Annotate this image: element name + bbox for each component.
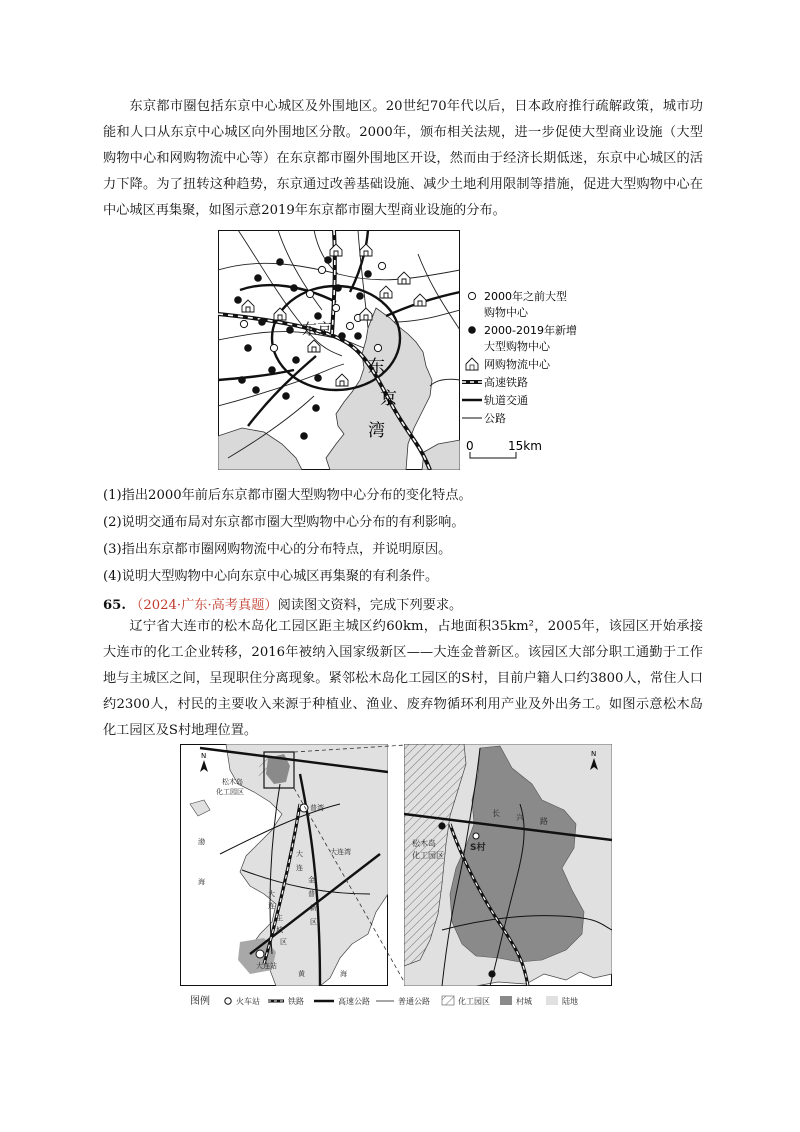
svg-text:路: 路 xyxy=(540,817,548,826)
legend-item-rail-transit: 轨道交通 xyxy=(484,394,528,407)
legend-chem-park: 化工园区 xyxy=(458,997,490,1006)
question-3: (3)指出东京都市圈网购物流中心的分布特点，并说明原因。 xyxy=(103,542,452,557)
svg-text:大: 大 xyxy=(296,850,303,858)
svg-text:普湾: 普湾 xyxy=(310,804,324,812)
new-mall-marker xyxy=(286,326,294,334)
map1-legend xyxy=(462,289,577,458)
label-bay-1: 东 xyxy=(368,357,385,377)
new-mall-marker xyxy=(314,312,322,320)
station-songmudao-icon xyxy=(438,822,445,829)
label-bay-2: 京 xyxy=(380,389,397,409)
old-mall-marker xyxy=(306,290,313,297)
new-mall-marker xyxy=(364,270,372,278)
svg-text:大: 大 xyxy=(268,890,275,898)
new-mall-marker xyxy=(254,274,262,282)
old-mall-marker xyxy=(318,266,325,273)
svg-text:N: N xyxy=(591,750,597,758)
legend-item-road: 公路 xyxy=(484,412,506,425)
svg-text:化工园区: 化工园区 xyxy=(412,851,444,860)
svg-text:海: 海 xyxy=(198,878,205,886)
legend-town-icon xyxy=(500,996,512,1005)
station-puwan-icon xyxy=(300,804,308,812)
svg-text:黄: 黄 xyxy=(298,970,305,978)
legend-item-railway: 高速铁路 xyxy=(484,376,528,389)
scale-zero: 0 xyxy=(466,439,474,453)
svg-text:大连站: 大连站 xyxy=(256,962,277,970)
new-mall-marker xyxy=(356,292,364,300)
svg-text:连: 连 xyxy=(268,902,275,910)
legend-item-old-mall-1: 2000年之前大型 xyxy=(484,290,567,303)
scale-km: 15km xyxy=(508,439,542,453)
old-mall-marker xyxy=(270,344,277,351)
legend-land-icon xyxy=(546,996,558,1005)
legend-railway: 铁路 xyxy=(288,997,304,1006)
old-mall-marker xyxy=(346,322,353,329)
legend-open-circle-icon xyxy=(468,292,475,299)
new-mall-marker xyxy=(312,404,320,412)
question-2: (2)说明交通布局对东京都市圈大型购物中心分布的有利影响。 xyxy=(103,515,465,530)
new-mall-marker xyxy=(292,356,300,364)
new-mall-marker xyxy=(244,344,252,352)
svg-text:N: N xyxy=(201,752,207,760)
label-tokyo: 东京 xyxy=(302,320,333,338)
legend-item-logistics: 网购物流中心 xyxy=(484,358,550,371)
legend-station: 火车站 xyxy=(236,997,260,1006)
new-mall-marker xyxy=(276,258,284,266)
question-number: 65. xyxy=(103,598,126,613)
new-mall-marker xyxy=(238,376,246,384)
question-4: (4)说明大型购物中心向东京中心城区再集聚的有利条件。 xyxy=(103,569,439,584)
svg-text:区: 区 xyxy=(280,938,287,946)
svg-text:渤: 渤 xyxy=(198,838,205,846)
new-mall-marker xyxy=(282,392,290,400)
svg-text:连: 连 xyxy=(296,864,303,872)
station-dalian-icon xyxy=(256,950,264,958)
svg-text:长: 长 xyxy=(492,809,500,818)
svg-text:兴: 兴 xyxy=(516,813,524,822)
legend-item-new-mall-1: 2000-2019年新增 xyxy=(484,324,577,337)
old-mall-marker xyxy=(374,344,381,351)
legend-title: 图例 xyxy=(190,996,210,1007)
svg-text:松木岛: 松木岛 xyxy=(412,839,436,848)
station-south-icon xyxy=(488,970,495,977)
new-mall-marker xyxy=(290,284,298,292)
s-village-marker-icon xyxy=(473,833,479,839)
new-mall-marker xyxy=(258,318,266,326)
legend-town: 村城 xyxy=(516,997,532,1006)
question-source: （2024·广东·高考真题） xyxy=(130,598,278,613)
svg-text:区: 区 xyxy=(310,918,317,926)
new-mall-marker xyxy=(234,296,242,304)
dalian-map-figure xyxy=(180,744,620,1012)
svg-text:新: 新 xyxy=(310,904,317,912)
svg-text:松木岛: 松木岛 xyxy=(222,778,243,786)
new-mall-marker xyxy=(334,284,342,292)
new-mall-marker xyxy=(300,432,308,440)
question-65-header xyxy=(103,596,462,616)
legend-filled-circle-icon xyxy=(468,326,476,334)
old-mall-marker xyxy=(240,320,247,327)
legend-expressway: 高速公路 xyxy=(338,997,370,1006)
map2-legend xyxy=(190,994,578,1007)
question-1: (1)指出2000年前后东京都市圈大型购物中心分布的变化特点。 xyxy=(103,488,472,503)
svg-text:化工园区: 化工园区 xyxy=(216,788,244,796)
label-bay-3: 湾 xyxy=(368,421,385,441)
new-mall-marker xyxy=(354,332,362,340)
legend-station-icon xyxy=(225,998,231,1004)
new-mall-marker xyxy=(268,366,276,374)
new-mall-marker xyxy=(314,374,322,382)
passage-dalian: 辽宁省大连市的松木岛化工园区距主城区约60km，占地面积35km²，2005年，该园区开始承接大连市的化工企业转移，2016年被纳入国家级新区——大连金普新区。该园区大部分职工通勤于工作地与主城区之间，呈现职住分离现象。紧邻松木岛化工园区的S村，目前户籍人口约3800人，常住人口约2300人，村民的主要收入来源于种植业、渔业、废弃物循环利用产业及外出务工。如图示意松木岛化工园区及S村地理位置。 xyxy=(103,619,703,738)
old-mall-marker xyxy=(378,262,385,269)
tokyo-map-figure xyxy=(218,230,578,470)
svg-text:普: 普 xyxy=(308,890,315,898)
legend-hatch-icon xyxy=(442,996,454,1005)
legend-item-old-mall-2: 购物中心 xyxy=(484,306,528,319)
new-mall-marker xyxy=(324,256,332,264)
new-mall-marker xyxy=(252,386,260,394)
legend-road: 普通公路 xyxy=(398,997,430,1006)
svg-text:金: 金 xyxy=(308,876,315,884)
question-instruction: 阅读图文资料，完成下列要求。 xyxy=(277,598,463,613)
new-mall-marker xyxy=(338,332,346,340)
svg-text:主: 主 xyxy=(276,914,283,922)
old-mall-marker xyxy=(332,304,339,311)
svg-text:S村: S村 xyxy=(470,843,486,853)
svg-text:大连湾: 大连湾 xyxy=(330,848,351,856)
legend-house-icon xyxy=(466,358,478,370)
svg-text:城: 城 xyxy=(276,926,283,934)
passage-tokyo: 东京都市圈包括东京中心城区及外围地区。20世纪70年代以后，日本政府推行疏解政策，城市功能和人口从东京中心城区向外围地区分散。2000年，颁布相关法规，进一步促使大型商业设施（大型购物中心和网购物流中心等）在东京都市圈外围地区开设，然而由于经济长期低迷，东京中心城区的活力下降。为了扭转这种趋势，东京通过改善基础设施、减少土地利用限制等措施，促进大型购物中心在中心城区再集聚，如图示意2019年东京都市圈大型商业设施的分布。 xyxy=(103,99,703,218)
legend-land: 陆地 xyxy=(562,997,578,1006)
legend-item-new-mall-2: 大型购物中心 xyxy=(484,340,550,353)
svg-text:海: 海 xyxy=(340,970,347,978)
